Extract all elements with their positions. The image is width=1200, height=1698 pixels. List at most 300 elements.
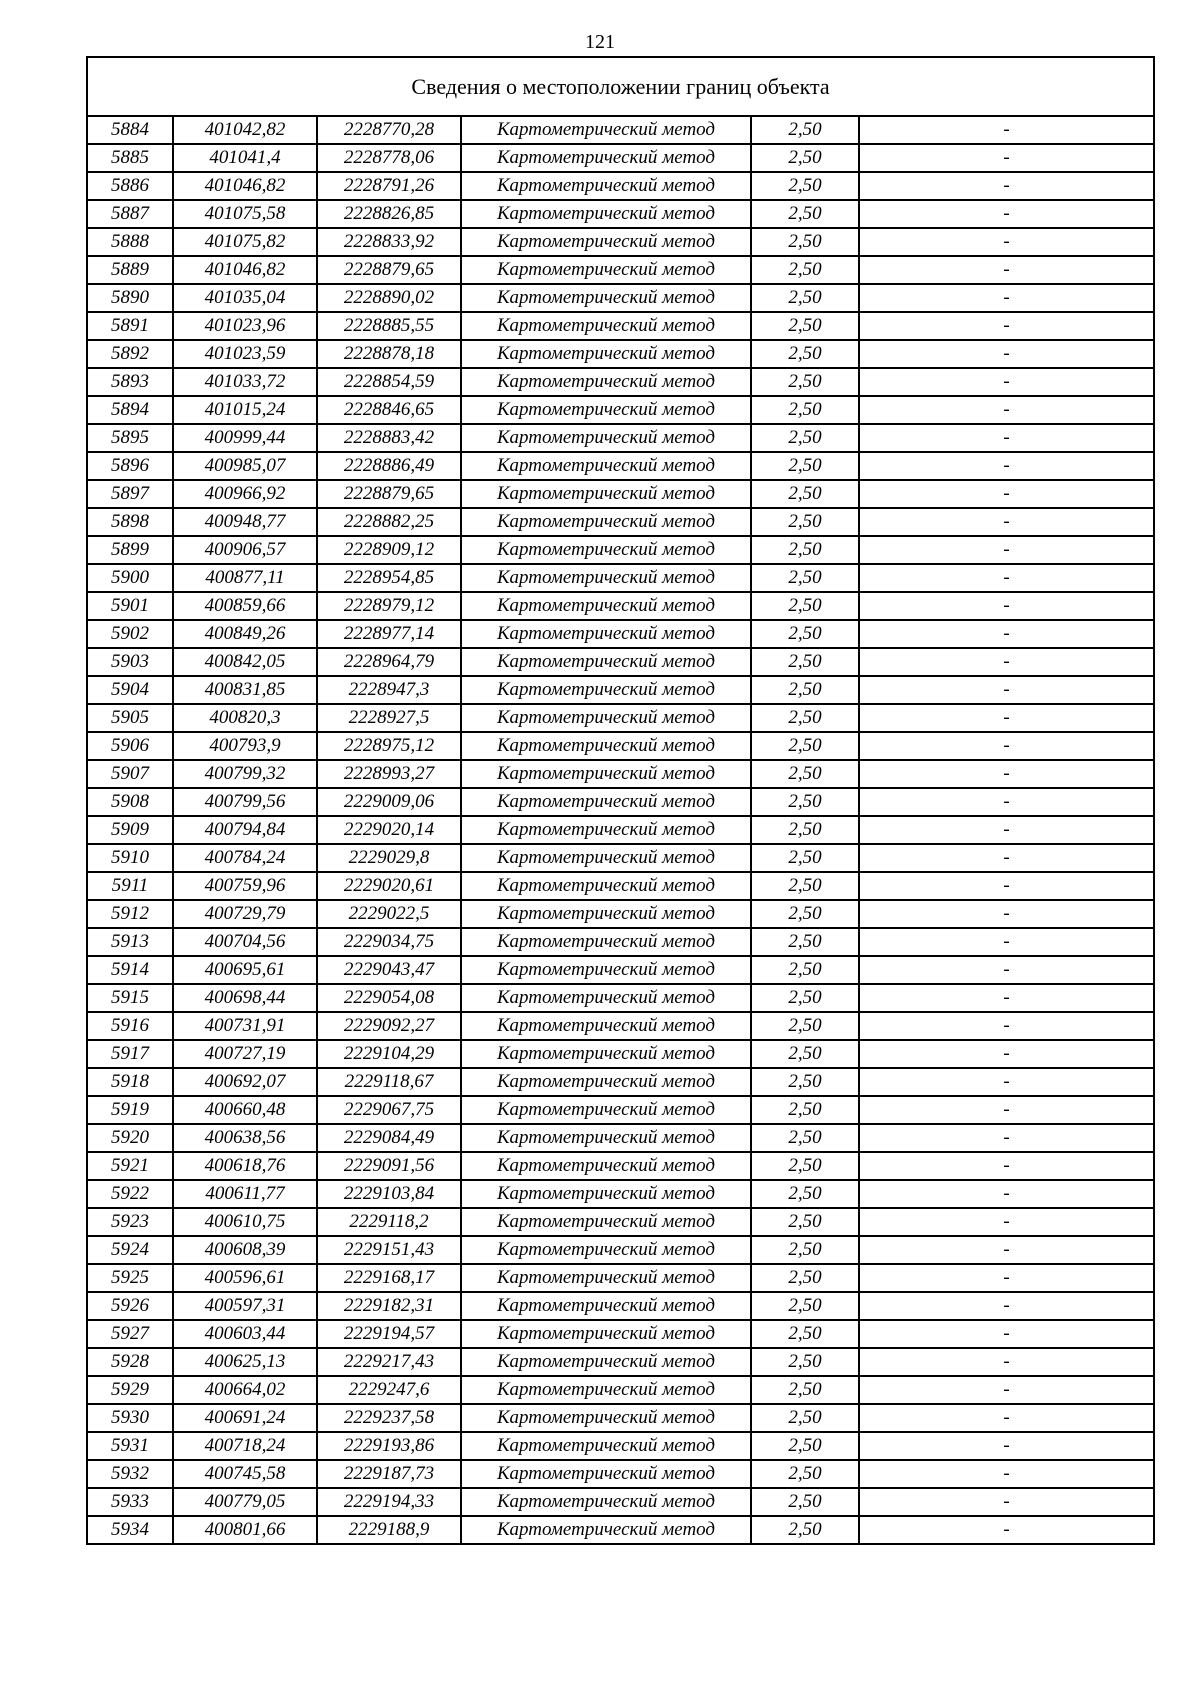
accuracy-cell: 2,50: [751, 704, 859, 732]
accuracy-cell: 2,50: [751, 676, 859, 704]
point-number-cell: 5910: [87, 844, 173, 872]
table-row: [87, 872, 1154, 900]
y-coordinate-cell: 2229022,5: [317, 900, 461, 928]
x-coordinate-cell: 400779,05: [173, 1488, 317, 1516]
y-coordinate-cell: 2229020,61: [317, 872, 461, 900]
method-cell: Картометрический метод: [461, 1292, 751, 1320]
method-cell: Картометрический метод: [461, 368, 751, 396]
point-number-cell: 5934: [87, 1516, 173, 1544]
method-cell: Картометрический метод: [461, 256, 751, 284]
accuracy-cell: 2,50: [751, 1264, 859, 1292]
table-row: [87, 564, 1154, 592]
table-row: [87, 536, 1154, 564]
description-cell: -: [859, 928, 1154, 956]
point-number-cell: 5909: [87, 816, 173, 844]
accuracy-cell: 2,50: [751, 732, 859, 760]
table-row: [87, 256, 1154, 284]
description-cell: -: [859, 1180, 1154, 1208]
point-number-cell: 5932: [87, 1460, 173, 1488]
description-cell: -: [859, 816, 1154, 844]
point-number-cell: 5884: [87, 116, 173, 144]
point-number-cell: 5891: [87, 312, 173, 340]
description-cell: -: [859, 676, 1154, 704]
y-coordinate-cell: 2229193,86: [317, 1432, 461, 1460]
y-coordinate-cell: 2229247,6: [317, 1376, 461, 1404]
point-number-cell: 5925: [87, 1264, 173, 1292]
point-number-cell: 5897: [87, 480, 173, 508]
boundary-coordinates-table: [86, 56, 1155, 1545]
table-row: [87, 704, 1154, 732]
method-cell: Картометрический метод: [461, 424, 751, 452]
table-caption-row: [87, 57, 1154, 116]
method-cell: Картометрический метод: [461, 900, 751, 928]
method-cell: Картометрический метод: [461, 928, 751, 956]
description-cell: -: [859, 1264, 1154, 1292]
method-cell: Картометрический метод: [461, 1152, 751, 1180]
method-cell: Картометрический метод: [461, 312, 751, 340]
x-coordinate-cell: 401041,4: [173, 144, 317, 172]
table-row: [87, 368, 1154, 396]
accuracy-cell: 2,50: [751, 1236, 859, 1264]
table-row: [87, 676, 1154, 704]
point-number-cell: 5915: [87, 984, 173, 1012]
method-cell: Картометрический метод: [461, 1376, 751, 1404]
accuracy-cell: 2,50: [751, 788, 859, 816]
table-body: [87, 116, 1154, 1544]
description-cell: -: [859, 144, 1154, 172]
x-coordinate-cell: 400664,02: [173, 1376, 317, 1404]
y-coordinate-cell: 2228954,85: [317, 564, 461, 592]
method-cell: Картометрический метод: [461, 956, 751, 984]
point-number-cell: 5889: [87, 256, 173, 284]
y-coordinate-cell: 2228854,59: [317, 368, 461, 396]
description-cell: -: [859, 1040, 1154, 1068]
description-cell: -: [859, 340, 1154, 368]
point-number-cell: 5895: [87, 424, 173, 452]
method-cell: Картометрический метод: [461, 396, 751, 424]
x-coordinate-cell: 401033,72: [173, 368, 317, 396]
table-row: [87, 1124, 1154, 1152]
accuracy-cell: 2,50: [751, 1068, 859, 1096]
accuracy-cell: 2,50: [751, 900, 859, 928]
accuracy-cell: 2,50: [751, 1432, 859, 1460]
table-row: [87, 816, 1154, 844]
y-coordinate-cell: 2228846,65: [317, 396, 461, 424]
description-cell: -: [859, 1068, 1154, 1096]
table-row: [87, 452, 1154, 480]
table-row: [87, 1516, 1154, 1544]
y-coordinate-cell: 2228882,25: [317, 508, 461, 536]
x-coordinate-cell: 400691,24: [173, 1404, 317, 1432]
y-coordinate-cell: 2228883,42: [317, 424, 461, 452]
y-coordinate-cell: 2229168,17: [317, 1264, 461, 1292]
y-coordinate-cell: 2228879,65: [317, 480, 461, 508]
method-cell: Картометрический метод: [461, 284, 751, 312]
y-coordinate-cell: 2229194,57: [317, 1320, 461, 1348]
table-row: [87, 172, 1154, 200]
y-coordinate-cell: 2229029,8: [317, 844, 461, 872]
table-row: [87, 928, 1154, 956]
x-coordinate-cell: 401023,59: [173, 340, 317, 368]
table-row: [87, 396, 1154, 424]
description-cell: -: [859, 1096, 1154, 1124]
table-row: [87, 620, 1154, 648]
y-coordinate-cell: 2228927,5: [317, 704, 461, 732]
accuracy-cell: 2,50: [751, 424, 859, 452]
y-coordinate-cell: 2228964,79: [317, 648, 461, 676]
accuracy-cell: 2,50: [751, 452, 859, 480]
accuracy-cell: 2,50: [751, 480, 859, 508]
description-cell: -: [859, 1292, 1154, 1320]
method-cell: Картометрический метод: [461, 704, 751, 732]
method-cell: Картометрический метод: [461, 340, 751, 368]
x-coordinate-cell: 400718,24: [173, 1432, 317, 1460]
accuracy-cell: 2,50: [751, 508, 859, 536]
method-cell: Картометрический метод: [461, 1236, 751, 1264]
table-row: [87, 1348, 1154, 1376]
point-number-cell: 5926: [87, 1292, 173, 1320]
accuracy-cell: 2,50: [751, 1516, 859, 1544]
y-coordinate-cell: 2229188,9: [317, 1516, 461, 1544]
accuracy-cell: 2,50: [751, 1404, 859, 1432]
table-row: [87, 648, 1154, 676]
accuracy-cell: 2,50: [751, 144, 859, 172]
x-coordinate-cell: 400692,07: [173, 1068, 317, 1096]
table-row: [87, 1208, 1154, 1236]
method-cell: Картометрический метод: [461, 592, 751, 620]
method-cell: Картометрический метод: [461, 1516, 751, 1544]
point-number-cell: 5930: [87, 1404, 173, 1432]
description-cell: -: [859, 1208, 1154, 1236]
table-row: [87, 508, 1154, 536]
description-cell: -: [859, 564, 1154, 592]
x-coordinate-cell: 401046,82: [173, 172, 317, 200]
description-cell: -: [859, 480, 1154, 508]
table-row: [87, 312, 1154, 340]
x-coordinate-cell: 400831,85: [173, 676, 317, 704]
point-number-cell: 5908: [87, 788, 173, 816]
description-cell: -: [859, 396, 1154, 424]
table-row: [87, 1460, 1154, 1488]
description-cell: -: [859, 172, 1154, 200]
description-cell: -: [859, 1236, 1154, 1264]
accuracy-cell: 2,50: [751, 1460, 859, 1488]
method-cell: Картометрический метод: [461, 732, 751, 760]
table-row: [87, 592, 1154, 620]
x-coordinate-cell: 400801,66: [173, 1516, 317, 1544]
table-row: [87, 760, 1154, 788]
method-cell: Картометрический метод: [461, 1460, 751, 1488]
point-number-cell: 5917: [87, 1040, 173, 1068]
description-cell: -: [859, 872, 1154, 900]
description-cell: -: [859, 648, 1154, 676]
point-number-cell: 5893: [87, 368, 173, 396]
point-number-cell: 5911: [87, 872, 173, 900]
y-coordinate-cell: 2229020,14: [317, 816, 461, 844]
table-row: [87, 1264, 1154, 1292]
table-row: [87, 1432, 1154, 1460]
y-coordinate-cell: 2228878,18: [317, 340, 461, 368]
description-cell: -: [859, 844, 1154, 872]
method-cell: Картометрический метод: [461, 1012, 751, 1040]
description-cell: -: [859, 1376, 1154, 1404]
x-coordinate-cell: 400794,84: [173, 816, 317, 844]
point-number-cell: 5928: [87, 1348, 173, 1376]
point-number-cell: 5920: [87, 1124, 173, 1152]
table-row: [87, 340, 1154, 368]
method-cell: Картометрический метод: [461, 1040, 751, 1068]
table-row: [87, 844, 1154, 872]
description-cell: -: [859, 1432, 1154, 1460]
accuracy-cell: 2,50: [751, 1488, 859, 1516]
table-row: [87, 480, 1154, 508]
x-coordinate-cell: 400759,96: [173, 872, 317, 900]
y-coordinate-cell: 2229009,06: [317, 788, 461, 816]
method-cell: Картометрический метод: [461, 116, 751, 144]
method-cell: Картометрический метод: [461, 228, 751, 256]
x-coordinate-cell: 400966,92: [173, 480, 317, 508]
point-number-cell: 5927: [87, 1320, 173, 1348]
accuracy-cell: 2,50: [751, 1320, 859, 1348]
table-row: [87, 1040, 1154, 1068]
y-coordinate-cell: 2228890,02: [317, 284, 461, 312]
description-cell: -: [859, 788, 1154, 816]
method-cell: Картометрический метод: [461, 816, 751, 844]
method-cell: Картометрический метод: [461, 872, 751, 900]
accuracy-cell: 2,50: [751, 1040, 859, 1068]
x-coordinate-cell: 400731,91: [173, 1012, 317, 1040]
table-row: [87, 1320, 1154, 1348]
accuracy-cell: 2,50: [751, 1292, 859, 1320]
description-cell: -: [859, 1460, 1154, 1488]
method-cell: Картометрический метод: [461, 984, 751, 1012]
y-coordinate-cell: 2228778,06: [317, 144, 461, 172]
x-coordinate-cell: 401042,82: [173, 116, 317, 144]
x-coordinate-cell: 400610,75: [173, 1208, 317, 1236]
method-cell: Картометрический метод: [461, 648, 751, 676]
description-cell: -: [859, 956, 1154, 984]
x-coordinate-cell: 401023,96: [173, 312, 317, 340]
method-cell: Картометрический метод: [461, 676, 751, 704]
point-number-cell: 5916: [87, 1012, 173, 1040]
y-coordinate-cell: 2228879,65: [317, 256, 461, 284]
method-cell: Картометрический метод: [461, 1404, 751, 1432]
x-coordinate-cell: 400842,05: [173, 648, 317, 676]
x-coordinate-cell: 400906,57: [173, 536, 317, 564]
accuracy-cell: 2,50: [751, 1376, 859, 1404]
accuracy-cell: 2,50: [751, 928, 859, 956]
description-cell: -: [859, 312, 1154, 340]
description-cell: -: [859, 704, 1154, 732]
table-row: [87, 228, 1154, 256]
method-cell: Картометрический метод: [461, 620, 751, 648]
table-row: [87, 1236, 1154, 1264]
table-row: [87, 732, 1154, 760]
table-row: [87, 1376, 1154, 1404]
accuracy-cell: 2,50: [751, 844, 859, 872]
accuracy-cell: 2,50: [751, 284, 859, 312]
y-coordinate-cell: 2228947,3: [317, 676, 461, 704]
point-number-cell: 5923: [87, 1208, 173, 1236]
point-number-cell: 5888: [87, 228, 173, 256]
table-row: [87, 984, 1154, 1012]
point-number-cell: 5902: [87, 620, 173, 648]
point-number-cell: 5892: [87, 340, 173, 368]
y-coordinate-cell: 2229104,29: [317, 1040, 461, 1068]
point-number-cell: 5912: [87, 900, 173, 928]
x-coordinate-cell: 400625,13: [173, 1348, 317, 1376]
accuracy-cell: 2,50: [751, 984, 859, 1012]
method-cell: Картометрический метод: [461, 508, 751, 536]
method-cell: Картометрический метод: [461, 480, 751, 508]
point-number-cell: 5906: [87, 732, 173, 760]
y-coordinate-cell: 2229067,75: [317, 1096, 461, 1124]
accuracy-cell: 2,50: [751, 228, 859, 256]
table-caption: Сведения о местоположении границ объекта: [87, 57, 1154, 116]
x-coordinate-cell: 400704,56: [173, 928, 317, 956]
accuracy-cell: 2,50: [751, 816, 859, 844]
accuracy-cell: 2,50: [751, 1096, 859, 1124]
description-cell: -: [859, 760, 1154, 788]
point-number-cell: 5887: [87, 200, 173, 228]
accuracy-cell: 2,50: [751, 172, 859, 200]
x-coordinate-cell: 401015,24: [173, 396, 317, 424]
y-coordinate-cell: 2228977,14: [317, 620, 461, 648]
table-row: [87, 1404, 1154, 1432]
table-row: [87, 1180, 1154, 1208]
y-coordinate-cell: 2229151,43: [317, 1236, 461, 1264]
y-coordinate-cell: 2228791,26: [317, 172, 461, 200]
table-row: [87, 1012, 1154, 1040]
x-coordinate-cell: 401035,04: [173, 284, 317, 312]
x-coordinate-cell: 400793,9: [173, 732, 317, 760]
point-number-cell: 5903: [87, 648, 173, 676]
accuracy-cell: 2,50: [751, 116, 859, 144]
y-coordinate-cell: 2228833,92: [317, 228, 461, 256]
y-coordinate-cell: 2228979,12: [317, 592, 461, 620]
description-cell: -: [859, 452, 1154, 480]
y-coordinate-cell: 2229118,67: [317, 1068, 461, 1096]
description-cell: -: [859, 116, 1154, 144]
accuracy-cell: 2,50: [751, 396, 859, 424]
x-coordinate-cell: 400745,58: [173, 1460, 317, 1488]
method-cell: Картометрический метод: [461, 1488, 751, 1516]
accuracy-cell: 2,50: [751, 312, 859, 340]
point-number-cell: 5907: [87, 760, 173, 788]
method-cell: Картометрический метод: [461, 536, 751, 564]
point-number-cell: 5890: [87, 284, 173, 312]
y-coordinate-cell: 2229034,75: [317, 928, 461, 956]
table-row: [87, 1488, 1154, 1516]
table-row: [87, 424, 1154, 452]
y-coordinate-cell: 2229091,56: [317, 1152, 461, 1180]
description-cell: -: [859, 1488, 1154, 1516]
description-cell: -: [859, 1012, 1154, 1040]
accuracy-cell: 2,50: [751, 536, 859, 564]
point-number-cell: 5933: [87, 1488, 173, 1516]
x-coordinate-cell: 401075,58: [173, 200, 317, 228]
accuracy-cell: 2,50: [751, 620, 859, 648]
method-cell: Картометрический метод: [461, 1264, 751, 1292]
description-cell: -: [859, 368, 1154, 396]
y-coordinate-cell: 2228975,12: [317, 732, 461, 760]
point-number-cell: 5900: [87, 564, 173, 592]
x-coordinate-cell: 400608,39: [173, 1236, 317, 1264]
table-row: [87, 284, 1154, 312]
y-coordinate-cell: 2229103,84: [317, 1180, 461, 1208]
x-coordinate-cell: 400698,44: [173, 984, 317, 1012]
method-cell: Картометрический метод: [461, 788, 751, 816]
x-coordinate-cell: 400948,77: [173, 508, 317, 536]
y-coordinate-cell: 2228993,27: [317, 760, 461, 788]
method-cell: Картометрический метод: [461, 1124, 751, 1152]
accuracy-cell: 2,50: [751, 956, 859, 984]
accuracy-cell: 2,50: [751, 256, 859, 284]
method-cell: Картометрический метод: [461, 1068, 751, 1096]
description-cell: -: [859, 256, 1154, 284]
x-coordinate-cell: 400820,3: [173, 704, 317, 732]
x-coordinate-cell: 400877,11: [173, 564, 317, 592]
description-cell: -: [859, 228, 1154, 256]
table-row: [87, 200, 1154, 228]
point-number-cell: 5894: [87, 396, 173, 424]
x-coordinate-cell: 400603,44: [173, 1320, 317, 1348]
table-row: [87, 116, 1154, 144]
accuracy-cell: 2,50: [751, 1152, 859, 1180]
y-coordinate-cell: 2229194,33: [317, 1488, 461, 1516]
x-coordinate-cell: 400638,56: [173, 1124, 317, 1152]
point-number-cell: 5886: [87, 172, 173, 200]
method-cell: Картометрический метод: [461, 172, 751, 200]
description-cell: -: [859, 1124, 1154, 1152]
point-number-cell: 5885: [87, 144, 173, 172]
description-cell: -: [859, 1516, 1154, 1544]
y-coordinate-cell: 2229043,47: [317, 956, 461, 984]
point-number-cell: 5918: [87, 1068, 173, 1096]
y-coordinate-cell: 2229182,31: [317, 1292, 461, 1320]
x-coordinate-cell: 400729,79: [173, 900, 317, 928]
method-cell: Картометрический метод: [461, 564, 751, 592]
y-coordinate-cell: 2229084,49: [317, 1124, 461, 1152]
y-coordinate-cell: 2229237,58: [317, 1404, 461, 1432]
description-cell: -: [859, 424, 1154, 452]
method-cell: Картометрический метод: [461, 200, 751, 228]
x-coordinate-cell: 400618,76: [173, 1152, 317, 1180]
x-coordinate-cell: 400611,77: [173, 1180, 317, 1208]
point-number-cell: 5919: [87, 1096, 173, 1124]
point-number-cell: 5904: [87, 676, 173, 704]
method-cell: Картометрический метод: [461, 1096, 751, 1124]
y-coordinate-cell: 2228885,55: [317, 312, 461, 340]
x-coordinate-cell: 400799,32: [173, 760, 317, 788]
point-number-cell: 5905: [87, 704, 173, 732]
x-coordinate-cell: 400999,44: [173, 424, 317, 452]
accuracy-cell: 2,50: [751, 368, 859, 396]
table-row: [87, 144, 1154, 172]
accuracy-cell: 2,50: [751, 592, 859, 620]
table-row: [87, 1292, 1154, 1320]
table-row: [87, 1096, 1154, 1124]
description-cell: -: [859, 508, 1154, 536]
x-coordinate-cell: 400597,31: [173, 1292, 317, 1320]
x-coordinate-cell: 400660,48: [173, 1096, 317, 1124]
x-coordinate-cell: 400784,24: [173, 844, 317, 872]
y-coordinate-cell: 2229118,2: [317, 1208, 461, 1236]
x-coordinate-cell: 400859,66: [173, 592, 317, 620]
x-coordinate-cell: 401075,82: [173, 228, 317, 256]
description-cell: -: [859, 1348, 1154, 1376]
description-cell: -: [859, 732, 1154, 760]
